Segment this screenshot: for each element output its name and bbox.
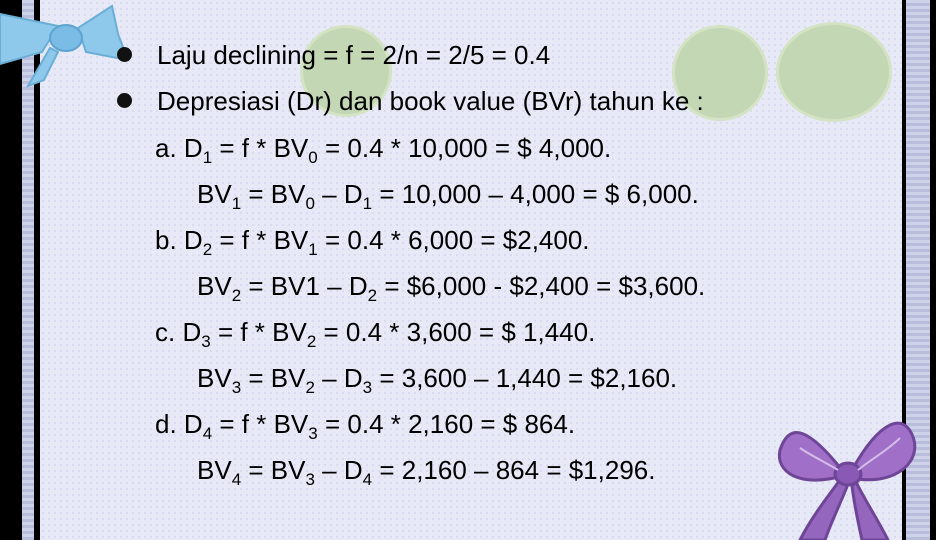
symbol: D — [183, 133, 203, 163]
step-d-book-value — [197, 455, 656, 489]
formula-result: = 0.4 * 2,160 = $ 864. — [317, 409, 576, 439]
subscript: 0 — [305, 194, 315, 213]
subscript: 2 — [367, 286, 378, 305]
step-label: c. — [155, 317, 176, 347]
subscript: 2 — [306, 332, 317, 351]
subscript: 3 — [231, 378, 242, 397]
formula-part: = f * BV — [212, 409, 309, 439]
formula-result: = 3,600 – 1,440 = $2,160. — [372, 363, 678, 393]
formula-result: = 0.4 * 6,000 = $2,400. — [317, 225, 590, 255]
formula-part: – D — [314, 363, 363, 393]
subscript: 1 — [231, 194, 242, 213]
step-label: d. — [155, 409, 177, 439]
formula-part: – D — [314, 455, 363, 485]
subscript: 1 — [202, 148, 213, 167]
formula-part: = BV — [241, 455, 306, 485]
symbol: D — [183, 409, 203, 439]
subscript: 0 — [308, 148, 318, 167]
bullet-text-intro: Depresiasi (Dr) dan book value (BVr) tahun ke : — [157, 86, 704, 116]
bullet-dot — [117, 47, 132, 62]
symbol: BV — [197, 179, 232, 209]
subscript: 3 — [305, 470, 315, 489]
symbol: D — [182, 317, 202, 347]
formula-result: = 0.4 * 3,600 = $ 1,440. — [316, 317, 596, 347]
subscript: 1 — [308, 240, 318, 259]
bullet-dot — [117, 93, 132, 108]
formula-result: = 2,160 – 864 = $1,296. — [372, 455, 656, 485]
step-c-book-value — [197, 363, 678, 397]
subscript: 3 — [308, 424, 318, 443]
subscript: 2 — [231, 286, 242, 305]
step-a-book-value — [197, 179, 699, 213]
subscript: 3 — [201, 332, 211, 351]
formula-result: = $6,000 - $2,400 = $3,600. — [377, 271, 706, 301]
formula-part: = f * BV — [212, 225, 309, 255]
subscript: 2 — [202, 240, 213, 259]
bullet-text-rate: Laju declining = f = 2/n = 2/5 = 0.4 — [157, 40, 551, 70]
step-label: a. — [155, 133, 177, 163]
subscript: 2 — [305, 378, 315, 397]
step-a-depreciation — [155, 133, 612, 167]
formula-part: = BV — [241, 179, 306, 209]
formula-part: – D — [314, 179, 363, 209]
step-c-depreciation — [155, 317, 596, 351]
symbol: D — [183, 225, 203, 255]
subscript: 1 — [362, 194, 373, 213]
subscript: 4 — [362, 470, 373, 489]
step-d-depreciation — [155, 409, 576, 443]
symbol: BV — [197, 455, 232, 485]
symbol: BV — [197, 363, 232, 393]
subscript: 3 — [362, 378, 373, 397]
step-label: b. — [155, 225, 177, 255]
formula-part: = f * BV — [210, 317, 307, 347]
subscript: 4 — [202, 424, 213, 443]
formula-part: = f * BV — [212, 133, 309, 163]
formula-result: = 10,000 – 4,000 = $ 6,000. — [372, 179, 699, 209]
subscript: 4 — [231, 470, 242, 489]
formula-result: = 0.4 * 10,000 = $ 4,000. — [317, 133, 612, 163]
symbol: BV — [197, 271, 232, 301]
formula-part: = BV1 – D — [241, 271, 368, 301]
formula-part: = BV — [241, 363, 306, 393]
step-b-book-value — [197, 271, 706, 305]
step-b-depreciation — [155, 225, 590, 259]
